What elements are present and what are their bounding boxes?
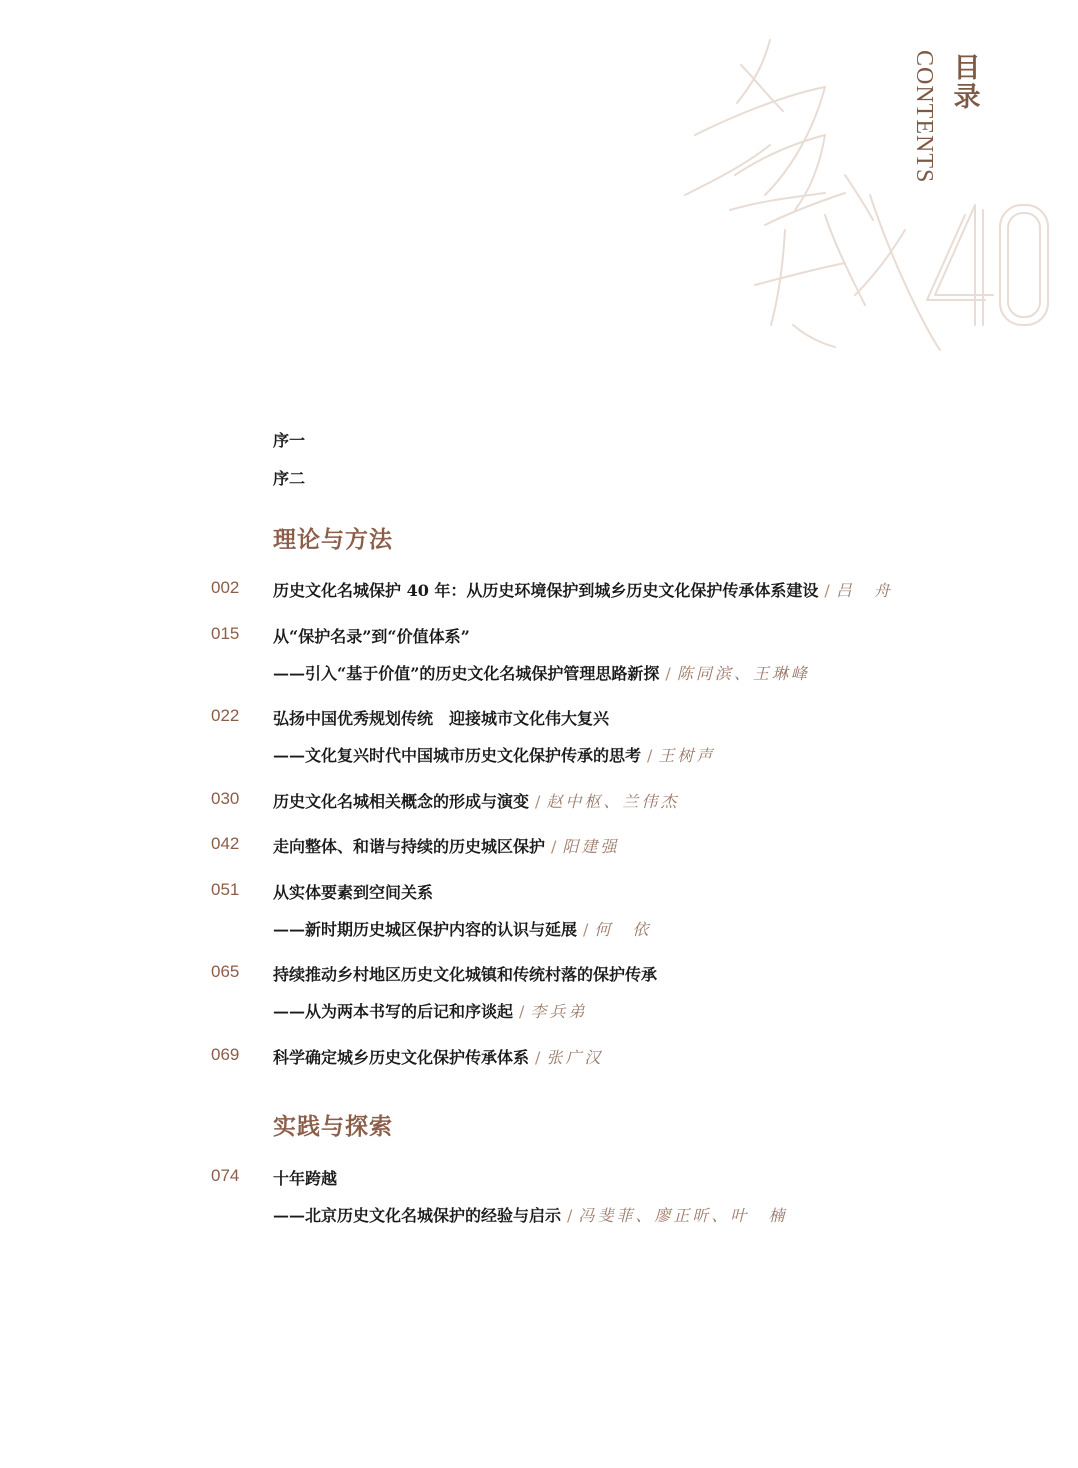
entry-title-line xyxy=(273,578,893,601)
separator: / xyxy=(824,581,830,600)
entry-title: 从“保护名录”到“价值体系” xyxy=(273,627,470,646)
page-number: 022 xyxy=(211,706,240,725)
entry-title: 科学确定城乡历史文化保护传承体系 xyxy=(273,1048,530,1067)
entry-author: 赵中枢、兰伟杰 xyxy=(546,792,680,811)
separator: / xyxy=(535,792,541,811)
page-number: 069 xyxy=(211,1045,240,1064)
entry-title: 历史文化名城保护 40 年：从历史环境保护到城乡历史文化保护传承体系建设 xyxy=(273,581,819,600)
page-number: 065 xyxy=(211,962,240,981)
page-number: 030 xyxy=(211,789,240,808)
page-number: 042 xyxy=(211,834,240,853)
entry-author: 陈同滨、王琳峰 xyxy=(676,664,810,683)
entry-subtitle-line xyxy=(273,661,810,684)
separator: / xyxy=(535,1048,541,1067)
separator: / xyxy=(583,920,589,939)
entry-subtitle-line xyxy=(273,999,587,1022)
entry-author: 阳建强 xyxy=(562,837,620,856)
entry-title-line xyxy=(273,1045,603,1068)
entry-subtitle-line xyxy=(273,917,651,940)
entry-author: 吕 舟 xyxy=(835,581,893,600)
page-number: 015 xyxy=(211,624,240,643)
separator: / xyxy=(647,746,653,765)
title-char-1: 目 xyxy=(953,53,981,84)
separator: / xyxy=(665,664,671,683)
entry-subtitle: ——引入“基于价值”的历史文化名城保护管理思路新探 xyxy=(273,664,660,683)
entry-author: 李兵弟 xyxy=(530,1002,588,1021)
entry-title-line xyxy=(273,834,619,857)
preface-1[interactable]: 序一 xyxy=(273,431,306,450)
entry-subtitle: ——从为两本书写的后记和序谈起 xyxy=(273,1002,514,1021)
title-char-2: 录 xyxy=(953,82,981,113)
section-title-theory: 理论与方法 xyxy=(273,526,393,553)
section-title-practice: 实践与探索 xyxy=(273,1113,393,1140)
contents-title-zh xyxy=(951,54,983,112)
entry-title: 走向整体、和谐与持续的历史城区保护 xyxy=(273,837,546,856)
entry-author: 冯斐菲、廖正昕、叶 楠 xyxy=(578,1206,788,1225)
entry-subtitle-line xyxy=(273,743,715,766)
entry-title: 历史文化名城相关概念的形成与演变 xyxy=(273,792,530,811)
entry-title: 持续推动乡村地区历史文化城镇和传统村落的保护传承 xyxy=(273,965,658,984)
entry-author: 王树声 xyxy=(658,746,716,765)
separator: / xyxy=(567,1206,573,1225)
page-number: 051 xyxy=(211,880,240,899)
entry-subtitle: ——北京历史文化名城保护的经验与启示 xyxy=(273,1206,562,1225)
page-number: 074 xyxy=(211,1166,240,1185)
page-number: 002 xyxy=(211,578,240,597)
separator: / xyxy=(519,1002,525,1021)
entry-title: 弘扬中国优秀规划传统 迎接城市文化伟大复兴 xyxy=(273,709,610,728)
entry-title: 从实体要素到空间关系 xyxy=(273,883,434,902)
entry-subtitle: ——文化复兴时代中国城市历史文化保护传承的思考 xyxy=(273,746,642,765)
entry-author: 何 依 xyxy=(594,920,652,939)
calligraphy-watermark-icon xyxy=(675,25,1070,365)
entry-subtitle: ——新时期历史城区保护内容的认识与延展 xyxy=(273,920,578,939)
entry-title-line xyxy=(273,789,679,812)
preface-2[interactable]: 序二 xyxy=(273,469,306,488)
contents-title-en: CONTENTS xyxy=(911,50,937,184)
separator: / xyxy=(551,837,557,856)
entry-author: 张广汉 xyxy=(546,1048,604,1067)
entry-title: 十年跨越 xyxy=(273,1169,338,1188)
entry-subtitle-line xyxy=(273,1203,787,1226)
